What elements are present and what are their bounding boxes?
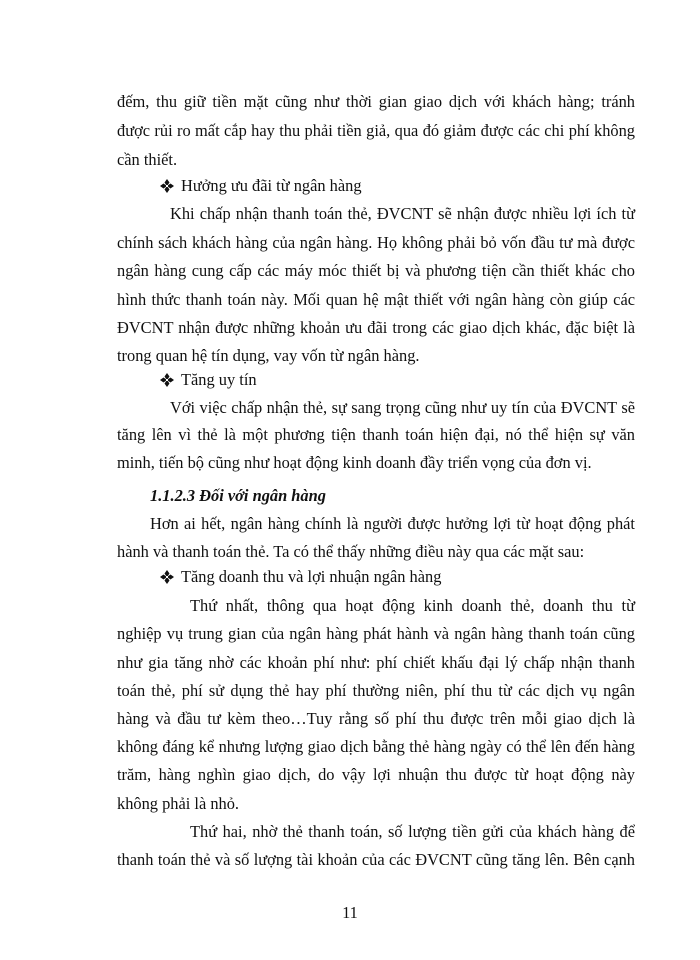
paragraph-line: Với việc chấp nhận thẻ, sự sang trọng cũng như uy tín của ĐVCNT sẽ: [170, 398, 635, 417]
four-diamond-bullet-icon: [160, 179, 174, 193]
four-diamond-bullet-icon: [160, 373, 174, 387]
paragraph-line: Khi chấp nhận thanh toán thẻ, ĐVCNT sẽ nhận được nhiều lợi ích từ: [170, 204, 635, 223]
paragraph-line: Hơn ai hết, ngân hàng chính là người được hưởng lợi từ hoạt động phát: [150, 514, 635, 533]
paragraph-line: thanh toán thẻ và số lượng tài khoản của các ĐVCNT cũng tăng lên. Bên cạnh: [117, 850, 635, 869]
paragraph-line: trong quan hệ tín dụng, vay vốn từ ngân hàng.: [117, 346, 420, 365]
paragraph-line: Thứ hai, nhờ thẻ thanh toán, số lượng tiền gửi của khách hàng để: [190, 822, 635, 841]
paragraph-line: trăm, hàng nghìn giao dịch, do vậy lợi nhuận thu được từ hoạt động này: [117, 765, 635, 784]
page-number: 11: [342, 903, 358, 922]
bullet-text: Tăng uy tín: [181, 370, 257, 389]
bullet-item: [160, 176, 362, 196]
paragraph-line: toán thẻ, phí sử dụng thẻ hay phí thường niên, phí thu từ các dịch vụ ngân: [117, 681, 635, 700]
paragraph-line: hàng và đầu tư kèm theo…Tuy rằng số phí thu được trên mỗi giao dịch là: [117, 709, 635, 728]
four-diamond-bullet-icon: [160, 570, 174, 584]
paragraph-line: được rủi ro mất cắp hay thu phải tiền giả, qua đó giảm được các chi phí không: [117, 121, 635, 140]
section-heading: 1.1.2.3 Đối với ngân hàng: [150, 486, 326, 505]
bullet-text: Hưởng ưu đãi từ ngân hàng: [181, 176, 362, 195]
paragraph-line: đếm, thu giữ tiền mặt cũng như thời gian giao dịch với khách hàng; tránh: [117, 92, 635, 111]
paragraph-line: cần thiết.: [117, 150, 178, 169]
paragraph-line: hành và thanh toán thẻ. Ta có thể thấy những điều này qua các mặt sau:: [117, 542, 585, 561]
paragraph-line: ngân hàng cung cấp các máy móc thiết bị và phương tiện cần thiết khác cho: [117, 261, 635, 280]
paragraph-line: hình thức thanh toán này. Mối quan hệ mật thiết với ngân hàng còn giúp các: [117, 290, 635, 309]
bullet-item: [160, 567, 441, 587]
paragraph-line: không đáng kể nhưng lượng giao dịch bằng thẻ hàng ngày có thể lên đến hàng: [117, 737, 635, 756]
paragraph-line: như gia tăng nhờ các khoản phí như: phí chiết khấu đại lý chấp nhận thanh: [117, 653, 635, 672]
paragraph-line: chính sách khách hàng của ngân hàng. Họ không phải bỏ vốn đầu tư mà được: [117, 233, 635, 252]
paragraph-line: nghiệp vụ trung gian của ngân hàng phát hành và ngân hàng thanh toán cũng: [117, 624, 635, 643]
paragraph-line: Thứ nhất, thông qua hoạt động kinh doanh thẻ, doanh thu từ: [190, 596, 635, 615]
paragraph-line: ĐVCNT nhận được những khoản ưu đãi trong các giao dịch khác, đặc biệt là: [117, 318, 635, 337]
paragraph-line: không phải là nhỏ.: [117, 794, 240, 813]
paragraph-line: tăng lên vì thẻ là một phương tiện thanh toán hiện đại, nó thể hiện sự văn: [117, 425, 635, 444]
paragraph-line: minh, tiến bộ cũng như hoạt động kinh doanh đầy triển vọng của đơn vị.: [117, 453, 592, 472]
bullet-text: Tăng doanh thu và lợi nhuận ngân hàng: [181, 567, 442, 586]
bullet-item: [160, 370, 257, 390]
